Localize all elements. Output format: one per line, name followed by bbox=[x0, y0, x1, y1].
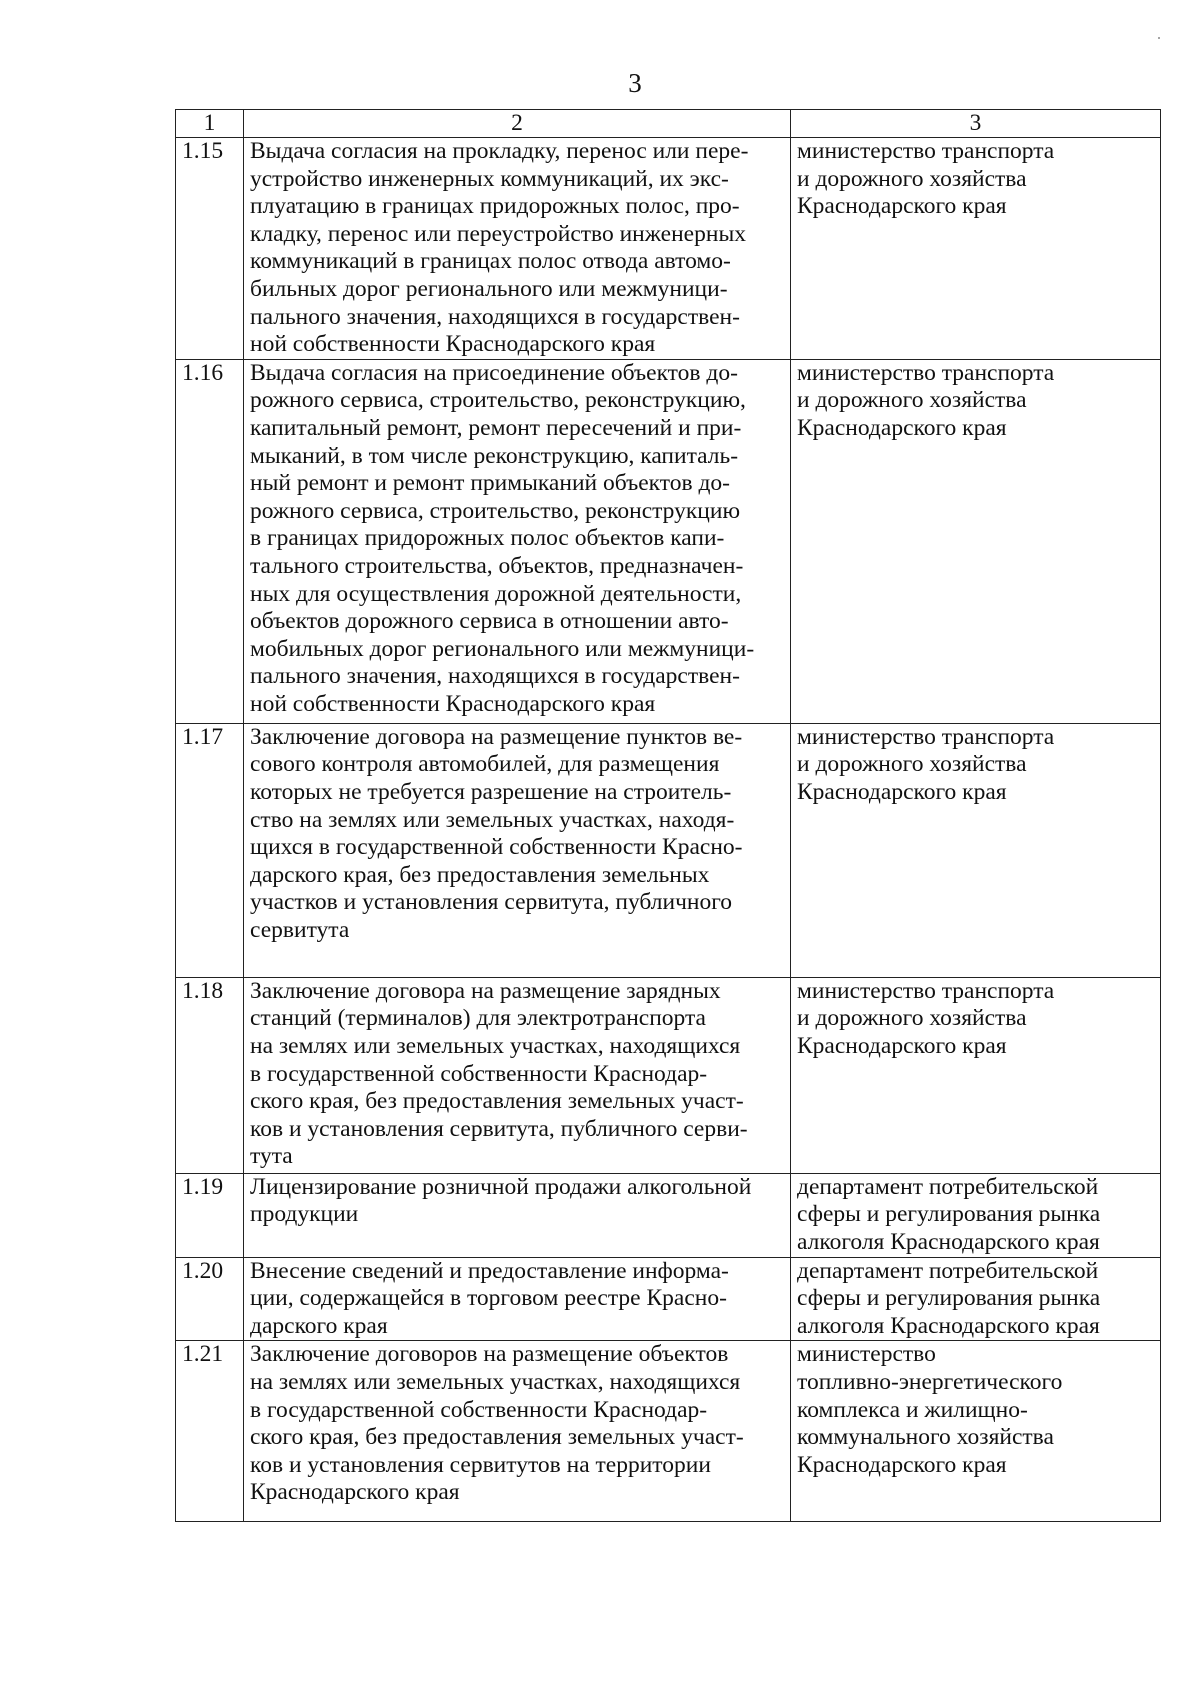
services-table bbox=[175, 109, 1161, 1522]
description-line: ков и установления сервитута, публичного серви- bbox=[250, 1115, 748, 1142]
authority-line: и дорожного хозяйства bbox=[797, 387, 1027, 414]
description-line: станций (терминалов) для электротранспорта bbox=[250, 1005, 706, 1032]
table-row bbox=[176, 359, 1161, 723]
service-description bbox=[244, 1173, 791, 1257]
row-number: 1.16 bbox=[176, 359, 244, 723]
description-line: ный ремонт и ремонт примыканий объектов до- bbox=[250, 470, 730, 497]
page-number: 3 bbox=[628, 68, 642, 98]
description-line: ной собственности Краснодарского края bbox=[250, 331, 656, 358]
authority-line: и дорожного хозяйства bbox=[797, 1005, 1027, 1032]
description-line: тального строительства, объектов, предназначен- bbox=[250, 552, 744, 579]
description-line: кладку, перенос или переустройство инженерных bbox=[250, 220, 746, 247]
row-number: 1.18 bbox=[176, 977, 244, 1173]
description-line: пального значения, находящихся в государствен- bbox=[250, 663, 740, 690]
authority-line: Краснодарского края bbox=[797, 193, 1007, 220]
header-row bbox=[176, 110, 1161, 138]
description-line: дарского края, без предоставления земельных bbox=[250, 861, 710, 888]
header-col-1: 1 bbox=[176, 110, 244, 138]
responsible-authority bbox=[791, 1341, 1161, 1522]
header-col-3: 3 bbox=[791, 110, 1161, 138]
authority-line: топливно-энергетического bbox=[797, 1368, 1063, 1395]
authority-line: Краснодарского края bbox=[797, 414, 1007, 441]
authority-line: сферы и регулирования рынка bbox=[797, 1285, 1101, 1312]
service-description bbox=[244, 977, 791, 1173]
description-line: капитальный ремонт, ремонт пересечений и при- bbox=[250, 414, 742, 441]
description-line: Внесение сведений и предоставление информа- bbox=[250, 1257, 729, 1284]
scan-speck bbox=[1158, 37, 1160, 39]
description-line: на землях или земельных участках, находящихся bbox=[250, 1368, 741, 1395]
description-line: сервитута bbox=[250, 916, 350, 943]
description-line: объектов дорожного сервиса в отношении авто- bbox=[250, 608, 729, 635]
responsible-authority bbox=[791, 1173, 1161, 1257]
authority-line: и дорожного хозяйства bbox=[797, 165, 1027, 192]
authority-line: Краснодарского края bbox=[797, 778, 1007, 805]
authority-line: Краснодарского края bbox=[797, 1451, 1007, 1478]
responsible-authority bbox=[791, 977, 1161, 1173]
table-row bbox=[176, 1257, 1161, 1341]
authority-line: Краснодарского края bbox=[797, 1032, 1007, 1059]
table-header bbox=[176, 110, 1161, 138]
description-line: щихся в государственной собственности Красно- bbox=[250, 834, 743, 861]
description-line: ков и установления сервитутов на территории bbox=[250, 1451, 711, 1478]
description-line: Заключение договоров на размещение объектов bbox=[250, 1341, 729, 1368]
description-line: коммуникаций в границах полос отвода автомо- bbox=[250, 248, 731, 275]
description-line: ского края, без предоставления земельных участ- bbox=[250, 1088, 744, 1115]
authority-line: департамент потребительской bbox=[797, 1173, 1099, 1200]
service-description bbox=[244, 723, 791, 977]
description-line: мобильных дорог регионального или межмуници- bbox=[250, 635, 755, 662]
description-line: на землях или земельных участках, находящихся bbox=[250, 1032, 741, 1059]
authority-line: министерство транспорта bbox=[797, 359, 1055, 386]
authority-line: сферы и регулирования рынка bbox=[797, 1201, 1101, 1228]
authority-line: и дорожного хозяйства bbox=[797, 751, 1027, 778]
authority-line: министерство транспорта bbox=[797, 138, 1055, 164]
row-number: 1.17 bbox=[176, 723, 244, 977]
authority-line: алкоголя Краснодарского края bbox=[797, 1228, 1100, 1255]
authority-line: алкоголя Краснодарского края bbox=[797, 1312, 1100, 1339]
description-line: мыканий, в том числе реконструкцию, капиталь- bbox=[250, 442, 739, 469]
description-line: в государственной собственности Краснодар- bbox=[250, 1396, 708, 1423]
description-line: рожного сервиса, строительство, реконструкцию bbox=[250, 497, 741, 524]
service-description bbox=[244, 138, 791, 360]
row-number: 1.21 bbox=[176, 1341, 244, 1522]
description-line: в границах придорожных полос объектов капи- bbox=[250, 525, 725, 552]
authority-line: министерство транспорта bbox=[797, 977, 1055, 1004]
description-line: устройство инженерных коммуникаций, их экс- bbox=[250, 165, 729, 192]
table-row bbox=[176, 138, 1161, 360]
description-line: ции, содержащейся в торговом реестре Красно- bbox=[250, 1285, 727, 1312]
description-line: ского края, без предоставления земельных участ- bbox=[250, 1424, 744, 1451]
authority-line: коммунального хозяйства bbox=[797, 1424, 1054, 1451]
row-number: 1.19 bbox=[176, 1173, 244, 1257]
authority-line: департамент потребительской bbox=[797, 1257, 1099, 1284]
description-line: ной собственности Краснодарского края bbox=[250, 690, 656, 717]
description-line: дарского края bbox=[250, 1312, 388, 1339]
description-line: Выдача согласия на присоединение объектов до- bbox=[250, 359, 738, 386]
description-line: рожного сервиса, строительство, реконструкцию, bbox=[250, 387, 746, 414]
description-line: участков и установления сервитута, публичного bbox=[250, 889, 733, 916]
description-line: Заключение договора на размещение пунктов ве- bbox=[250, 723, 743, 750]
description-line: сового контроля автомобилей, для размещения bbox=[250, 751, 720, 778]
service-description bbox=[244, 1257, 791, 1341]
responsible-authority bbox=[791, 359, 1161, 723]
authority-line: министерство транспорта bbox=[797, 723, 1055, 750]
description-line: ство на землях или земельных участках, находя- bbox=[250, 806, 735, 833]
header-col-2: 2 bbox=[244, 110, 791, 138]
table-row bbox=[176, 723, 1161, 977]
description-line: тута bbox=[250, 1143, 293, 1170]
responsible-authority bbox=[791, 1257, 1161, 1341]
description-line: Краснодарского края bbox=[250, 1479, 460, 1506]
service-description bbox=[244, 1341, 791, 1522]
table-row bbox=[176, 1341, 1161, 1522]
description-line: Лицензирование розничной продажи алкогольной bbox=[250, 1173, 752, 1200]
description-line: бильных дорог регионального или межмуници- bbox=[250, 275, 728, 302]
description-line: пального значения, находящихся в государствен- bbox=[250, 303, 740, 330]
row-number: 1.15 bbox=[176, 138, 244, 360]
description-line: в государственной собственности Краснодар- bbox=[250, 1060, 708, 1087]
description-line: которых не требуется разрешение на строитель- bbox=[250, 778, 732, 805]
description-line: Заключение договора на размещение зарядных bbox=[250, 977, 721, 1004]
responsible-authority bbox=[791, 723, 1161, 977]
table-row bbox=[176, 977, 1161, 1173]
row-number: 1.20 bbox=[176, 1257, 244, 1341]
table-body bbox=[176, 138, 1161, 1522]
description-line: продукции bbox=[250, 1201, 359, 1228]
authority-line: министерство bbox=[797, 1341, 936, 1368]
description-line: Выдача согласия на прокладку, перенос или пере- bbox=[250, 138, 749, 164]
responsible-authority bbox=[791, 138, 1161, 360]
description-line: ных для осуществления дорожной деятельности, bbox=[250, 580, 742, 607]
service-description bbox=[244, 359, 791, 723]
authority-line: комплекса и жилищно- bbox=[797, 1396, 1028, 1423]
description-line: плуатацию в границах придорожных полос, про- bbox=[250, 193, 740, 220]
table-row bbox=[176, 1173, 1161, 1257]
